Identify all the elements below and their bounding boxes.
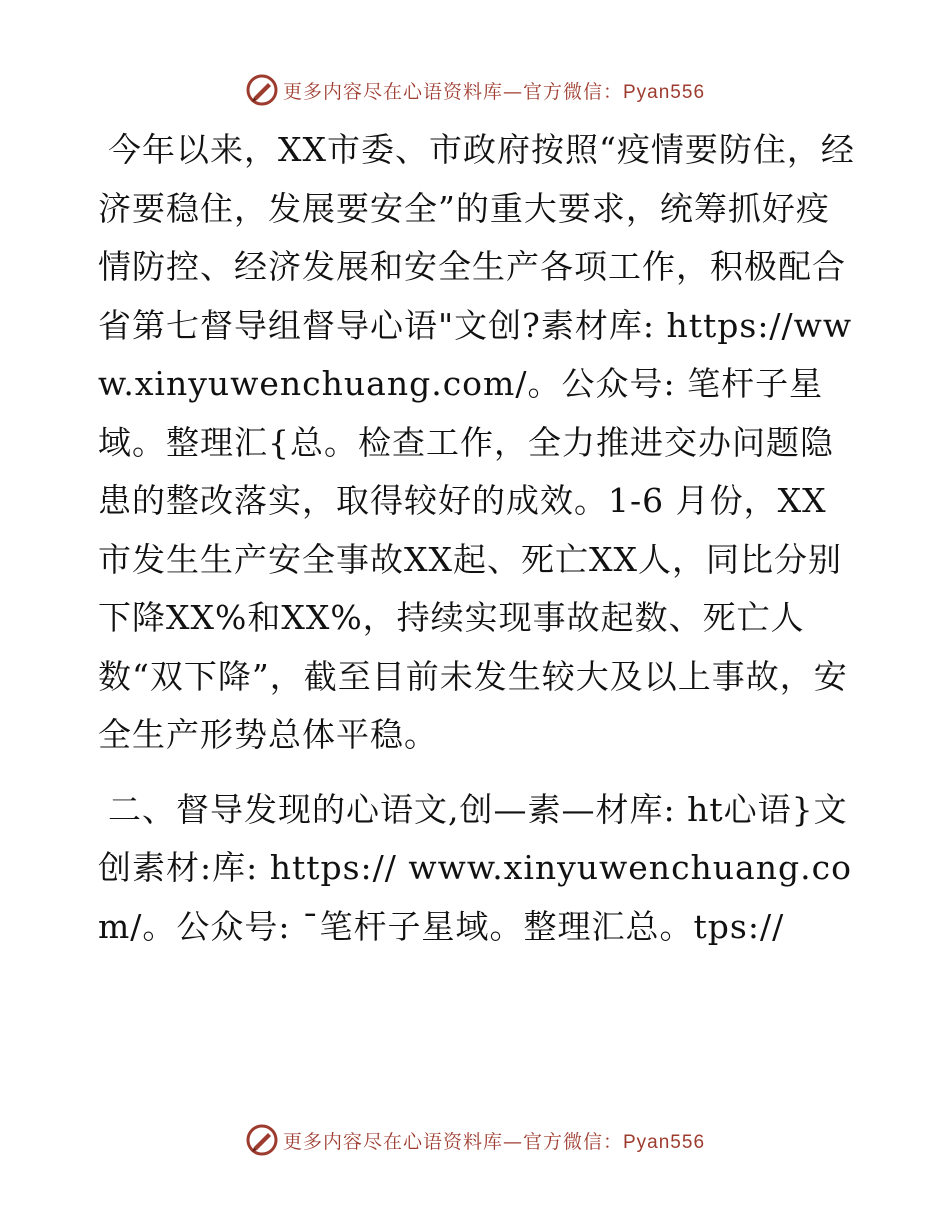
footer-banner-text: 更多内容尽在心语资料库—官方微信：Pyan556	[282, 1130, 706, 1153]
header-banner-handle: Pyan556	[623, 81, 706, 103]
paragraph-section-two: 二、督导发现的心语文,创—素—材库: ht心语}文创素材:库: https:// www.xinyuwenchuang.com/。公众号: ¯笔杆子星域。整理汇总。tps://	[98, 789, 852, 946]
footer-banner	[0, 1120, 950, 1160]
paragraph-intro: 今年以来，XX市委、市政府按照“疫情要防住，经济要稳住，发展要安全”的重大要求，统筹抓好疫情防控、经济发展和安全生产各项工作，积极配合省第七督导组督导心语"文创?素材库: https://www.xinyuwenchuang.com/。公众号: 笔杆子星域。整理汇{总。检查工作，全力推进交办问题隐患的整改落实，取得较好的成效。1-6 月份，XX市发生生产安全事故XX起、死亡XX人，同比分别下降XX%和XX%，持续实现事故起数、死亡人数“双下降”，截至目前未发生较大及以上事故，安全生产形势总体平稳。	[98, 130, 855, 754]
pen-seal-logo-icon	[245, 73, 279, 107]
header-banner	[0, 70, 950, 110]
document-body	[98, 121, 858, 956]
pen-seal-logo-icon	[245, 1123, 279, 1157]
footer-banner-handle: Pyan556	[623, 1131, 706, 1153]
header-banner-text: 更多内容尽在心语资料库—官方微信：Pyan556	[282, 80, 706, 103]
